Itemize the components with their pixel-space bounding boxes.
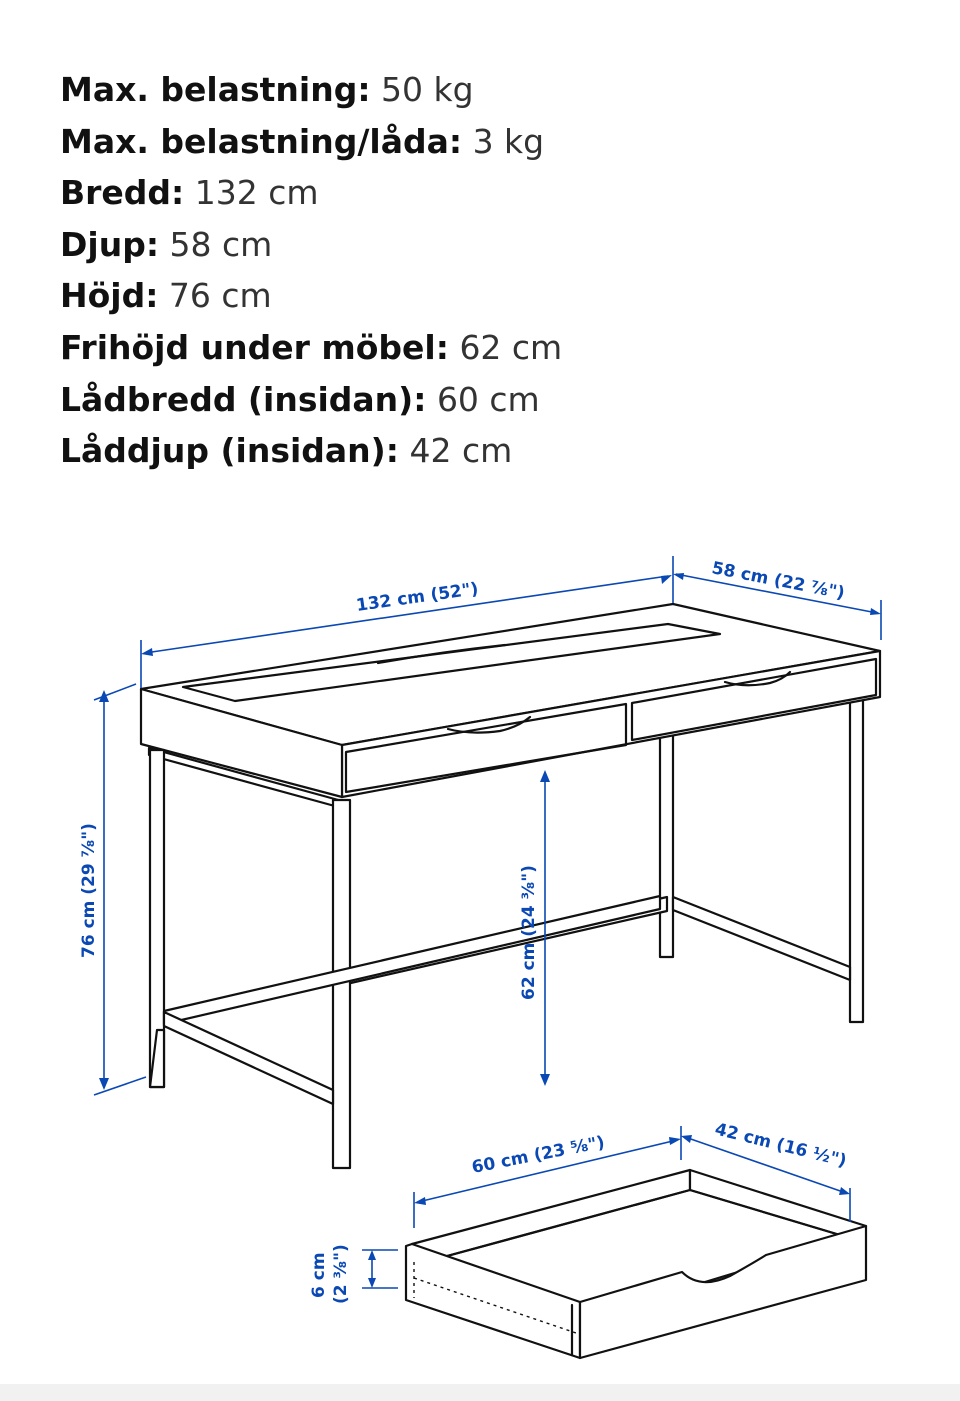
spec-label: Höjd: <box>60 276 159 316</box>
desk-leg-back-left <box>660 735 673 957</box>
spec-value: 60 cm <box>436 379 540 419</box>
desk-drawing <box>141 604 880 1168</box>
desk-height-dimension <box>79 684 146 1095</box>
footer-bar <box>0 1384 960 1401</box>
drawer-left-wall <box>406 1244 580 1358</box>
spec-label: Låddjup (insidan): <box>60 431 399 471</box>
drawer-width-label: 60 cm (23 ⅝") <box>470 1132 607 1178</box>
desk-stretcher-long <box>164 896 660 1024</box>
desk-stretcher-right <box>673 897 850 980</box>
spec-value: 42 cm <box>409 431 513 471</box>
drawer-height-label-line1: 6 cm <box>309 1252 329 1298</box>
spec-value: 132 cm <box>194 173 319 213</box>
drawer-depth-label: 42 cm (16 ½") <box>712 1119 849 1172</box>
desk-height-label: 76 cm (29 ⅞") <box>79 823 99 958</box>
spec-value: 76 cm <box>168 276 272 316</box>
spec-label: Frihöjd under möbel: <box>60 327 449 367</box>
drawer-back-wall <box>412 1170 690 1262</box>
desk-width-label: 132 cm (52") <box>354 579 480 616</box>
desk-stretcher-side <box>164 1012 333 1104</box>
clearance-height-label: 62 cm (24 ⅜") <box>519 865 539 1000</box>
spec-label: Lådbredd (insidan): <box>60 379 427 419</box>
spec-label: Max. belastning/låda: <box>60 121 463 161</box>
spec-value: 62 cm <box>459 327 563 367</box>
spec-value: 3 kg <box>472 121 545 161</box>
spec-label: Djup: <box>60 224 160 264</box>
drawer-right-wall <box>690 1170 866 1238</box>
desk-depth-label: 58 cm (22 ⅞") <box>710 558 847 604</box>
drawer-height-label-line2: (2 ⅜") <box>331 1244 351 1304</box>
drawer-height-dimension <box>309 1244 398 1304</box>
spec-value: 50 kg <box>381 70 474 109</box>
spec-value: 58 cm <box>169 224 273 264</box>
clearance-height-dimension <box>519 770 550 1086</box>
drawer-drawing <box>406 1170 866 1358</box>
spec-label: Bredd: <box>60 173 185 213</box>
desk-leg-back-right <box>850 697 863 1022</box>
spec-label: Max. belastning: <box>60 70 371 109</box>
drawer-front-wall <box>580 1226 866 1358</box>
